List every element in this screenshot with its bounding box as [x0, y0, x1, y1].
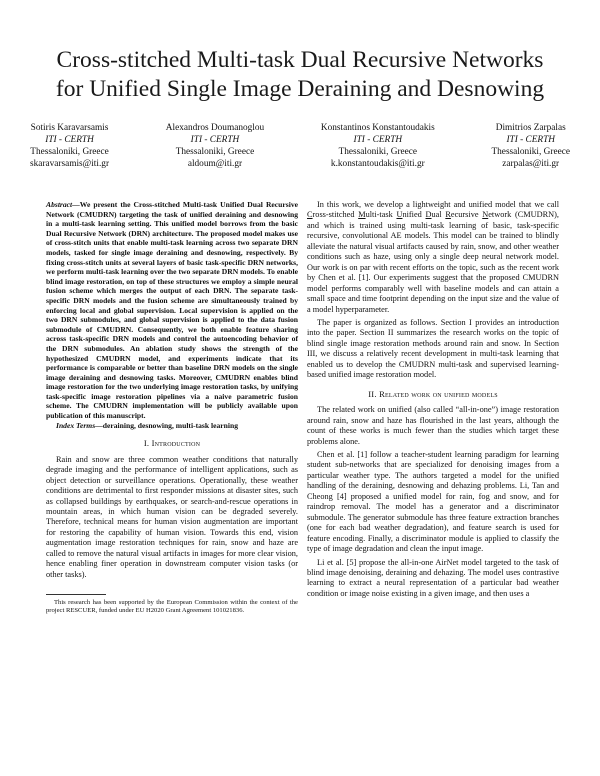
author-block — [30, 122, 109, 170]
author-block — [166, 122, 264, 170]
index-terms — [46, 421, 298, 431]
author-email: aldoum@iti.gr — [187, 159, 243, 169]
abstract-lead: Abstract — [46, 200, 73, 209]
acronym-letter: M — [358, 210, 366, 220]
author-affiliation: ITI - CERTH — [353, 135, 403, 145]
footnote-divider — [46, 594, 106, 595]
index-terms-lead: Index Terms — [56, 420, 96, 430]
title-line-1: Cross-stitched Multi-task Dual Recursive Networks — [56, 47, 544, 73]
text-run: etwork (CMUDRN), and which is trained using multi-task learning of basic, task-specific recursive, convolutional AE models. This model can be trained to blindly alleviate the natural visual artifacts caused by rain, snow, and other weather conditions such as haze, using only a single deep neural network model. Our work is on par with recent efforts on the topic, such as the recent work by Chen et al. [1]. Our experiments suggest that the proposed CMUDRN model performs comparably well with baseline models and can attain a small space and time footprint depending on the input size and the value of a model hyperparameter. — [307, 210, 559, 314]
section-heading-related-work — [307, 389, 559, 399]
text-run: ross-stitched — [312, 210, 359, 220]
text-run: In this work, we develop a lightweight and unified model that we call — [317, 200, 559, 209]
acronym-letter: N — [482, 210, 489, 220]
text-run: ecursive — [450, 210, 483, 220]
title-line-2: for Unified Single Image Deraining and Desnowing — [55, 76, 545, 102]
body-paragraph: Rain and snow are three common weather conditions that naturally degrade imaging and the performance of intelligent applications, such as object detection or surveillance operations. Operationally, these weather conditions are detrimental to first responder missions at disaster sites, such as collapsed buildings by earthquakes, or search-and-rescue operations in mountain areas, in which human vision can be degraded severely. Therefore, technical means for human vision augmentation are important for restoring the capability of human vision. Towards this end, vision augmentation image restoration techniques for rain, snow and haze are called to remove the natural visual artifacts in images for more clear vision, hence enabling finer operation in downstream computer vision tasks (or other tasks). — [46, 454, 298, 579]
body-paragraph: The paper is organized as follows. Section I provides an introduction into the paper. Section II summarizes the research works on the topic of blind single image restoration methods around rain and snow. In Section III, we discuss a relatively recent development in multi-task learning that enabled us to develop the CMUDRN multi-task and supervised learning-based unified image restoration model. — [307, 317, 559, 380]
author-location: Thessaloniki, Greece — [175, 147, 255, 157]
author-location: Thessaloniki, Greece — [30, 147, 109, 157]
body-paragraph: Chen et al. [1] follow a teacher-student learning paradigm for learning student sub-networks that are specialized for denoising images from a particular weather type. The authors targeted a model for the unified handling of the deraining, desnowing and dehazing problems. Li, Tan and Cheong [4] proposed a unified model for rain, fog and snow, and for raindrop removal. The model has a generator and a discriminator submodule. The generator submodule has three feature extraction branches (one for each bad weather degradation), and feature search is used for feature encoding. Finally, a discriminator module is applied to classify the type of image degradation and clean the input image. — [307, 449, 559, 554]
section-heading-introduction — [46, 438, 298, 448]
body-paragraph — [307, 200, 559, 315]
section-numeral: II. — [368, 388, 380, 399]
author-location: Thessaloniki, Greece — [338, 147, 418, 157]
author-affiliation: ITI - CERTH — [506, 135, 555, 145]
text-run: ulti-task — [365, 210, 397, 220]
author-list — [30, 122, 570, 170]
author-name: Sotiris Karavarsamis — [30, 123, 109, 133]
body-paragraph: The related work on unified (also called “all-in-one”) image restoration around rain, snow and haze has flourished in the last years, although the count of these works is much fewer than the studies which target these problems alone. — [307, 405, 559, 446]
acronym-letter: D — [425, 210, 432, 220]
paper-title — [20, 46, 580, 104]
acronym-letter: R — [445, 210, 451, 220]
author-email: zarpalas@iti.gr — [502, 159, 560, 169]
text-run: ual — [431, 210, 446, 220]
author-email: k.konstantoudakis@iti.gr — [330, 159, 425, 169]
author-block — [321, 122, 435, 170]
author-block — [491, 122, 569, 170]
abstract-text: —We present the Cross-stitched Multi-task Unified Dual Recursive Network (CMUDRN) targeting the task of unified deraining and desnowing in a multi-task learning setting. This unified model borrows from the basic Dual Recursive Network (DRN) architecture. The proposed model makes use of cross-stitch units that enable multi-task learning across two separate DRN models, tasked for single image deraining and desnowing, respectively. By fixing cross-stitch units at several layers of basic task-specific DRN networks, we perform multi-task learning over the two separate DRN models. To enable blind image restoration, on top of these structures we employ a simple neural fusion scheme which merges the output of each DRN. The separate task-specific DRN models and the fusion scheme are simultaneously trained by enforcing local and global supervision. Local supervision is applied on the two DRN submodules, and global supervision is applied to the data fusion submodule of CMUDRN. Consequently, we both enable feature sharing across task-specific DRN models and control the autoencoding behavior of the DRN submodules. An ablation study shows the strength of the hypothesized CMUDRN model, and experiments indicate that its performance is comparable or better than baseline DRN models on the single image deraining and desnowing tasks. Moreover, CMUDRN enables blind image restoration for the two underlying image restoration tasks, by unifying task-specific image restoration pipelines via a naive parametric fusion scheme. The CMUDRN implementation will be publicly available upon publication of this manuscript. — [46, 200, 298, 421]
footnote: This research has been supported by the European Commission within the context of the project RESCUER, funded under EU H2020 Grant Agreement 101021836. — [46, 599, 298, 615]
author-name: Dimitrios Zarpalas — [495, 123, 566, 133]
author-name: Konstantinos Konstantoudakis — [320, 123, 435, 133]
text-run: nified — [402, 210, 426, 220]
author-affiliation: ITI - CERTH — [45, 135, 94, 145]
abstract — [46, 200, 298, 421]
section-numeral: I. — [143, 438, 152, 449]
author-affiliation: ITI - CERTH — [190, 135, 240, 145]
acronym-letter: C — [307, 210, 313, 220]
acronym-letter: U — [396, 210, 403, 220]
section-title: Introduction — [151, 438, 201, 449]
body-paragraph: Li et al. [5] propose the all-in-one AirNet model targeted to the task of blind image denoising, deraining and dehazing. The model uses contrastive learning to extract a neural representation of a particular bad weather condition or image noise existing in a given image, and then uses a — [307, 557, 559, 598]
author-name: Alexandros Doumanoglou — [165, 123, 265, 133]
left-column — [46, 200, 298, 615]
author-location: Thessaloniki, Greece — [491, 147, 570, 157]
section-title: Related work on unified models — [379, 388, 498, 399]
right-column — [307, 200, 559, 602]
author-email: skaravarsamis@iti.gr — [30, 159, 110, 169]
index-terms-text: —deraining, desnowing, multi-task learning — [95, 420, 238, 430]
